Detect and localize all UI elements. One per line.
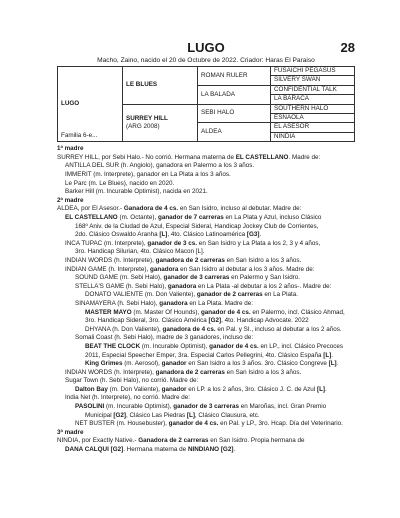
text-line: 3ro. Handicap Sideral, 3ro. Clásico América [G2], 4to. Handicap Advocate. 2022 bbox=[85, 317, 309, 325]
text-line: INCA TUPAC (m. Interprete), ganador de 3 cs. en San Isidro y La Plata a los 2, 3 y 4 años, bbox=[65, 239, 321, 247]
lot-number: 28 bbox=[340, 40, 355, 55]
section-heading: 2ª madre bbox=[57, 196, 84, 204]
pedigree-sss: FUSAICHI PEGASUS bbox=[271, 67, 355, 76]
pedigree-dam: SURREY HILL bbox=[126, 114, 168, 122]
pedigree-sd: LA BALADA bbox=[198, 85, 271, 104]
pedigree-ssd: SILVERY SWAN bbox=[271, 76, 355, 85]
text-line: INDIAN WORDS (h. Interprete), ganadora de 2 carreras en San Isidro a los 3 años. bbox=[65, 368, 302, 376]
section-heading: 1ª madre bbox=[57, 145, 84, 153]
horse-description: Macho, Zaino, nacido el 20 de Octubre de 2022. Criador: Haras El Paraiso bbox=[97, 57, 315, 64]
pedigree-dsd: ESNAOLA bbox=[271, 114, 355, 123]
pedigree-horse-cell bbox=[58, 67, 123, 142]
text-line: EL CASTELLANO (m. Octante), ganador de 7 carreras en La Plata y Azul, incluso Clásico bbox=[65, 214, 322, 221]
pedigree-sds: CONFIDENTIAL TALK bbox=[271, 85, 355, 94]
text-line: King Grimes (m. Aerosol), ganador en San Isidro a los 3 años. 3ro. Clásico Congreve [L]. bbox=[85, 360, 339, 368]
pedigree-ddd: NINDIA bbox=[271, 132, 355, 141]
text-line: SINAMAYERA (h. Sebi Halo), ganadora en La Plata. Madre de: bbox=[75, 299, 254, 307]
text-line: SURREY HILL, por Sebi Halo.- No corrió. Hermana materna de EL CASTELLANO. Madre de: bbox=[57, 153, 321, 161]
text-line: ANTILLA DEL SUR (h. Angiolo), ganadora en Palermo a los 3 años. bbox=[65, 162, 255, 170]
text-line: Le Parc (m. Le Blues), nacido en 2020. bbox=[65, 179, 175, 187]
text-line: STELLA'S GAME (h. Sebi Halo), ganadora en La Plata -al debutar a los 2 años-. Madre de: bbox=[75, 282, 332, 290]
text-line: Barker Hill (m. Incurable Optimist), nacida en 2021. bbox=[65, 188, 208, 196]
text-line: 168º Aniv. de la Ciudad de Azul, Especial Sideral, Handicap Jockey Club de Corrientes, bbox=[75, 222, 319, 230]
produce-record bbox=[57, 145, 355, 454]
text-line: Somali Coast (h. Sebi Halo), madre de 3 ganadores, incluso de: bbox=[75, 334, 254, 342]
section-heading: 3ª madre bbox=[57, 428, 84, 436]
pedigree-horse: LUGO bbox=[61, 99, 80, 107]
text-line: NET BUSTER (m. Housebuster), ganador de 4 cs. en Pal. y LP., 3ro. Hcap. Día del Veterinario. bbox=[75, 420, 343, 428]
pedigree-dam-year: (ARG 2008) bbox=[126, 122, 160, 130]
pedigree-dd: ALDEA bbox=[198, 123, 271, 142]
text-line: 2011, Especial Speecher Emper, 3ra. Especial Carlos Pellegrini, 4to. Clásico España [L]. bbox=[85, 351, 334, 359]
text-line: DONATO VALIENTE (m. Don Valiente), ganador de 2 carreras en La Plata. bbox=[85, 291, 299, 299]
horse-name: LUGO bbox=[187, 40, 225, 55]
text-line: INDIAN GAME (h. Interprete), ganadora en San Isidro al debutar a los 3 años. Madre de: bbox=[65, 265, 315, 273]
text-line: Dalton Bay (m. Don Valiente), ganador en LP. a los 2 años, 3ro. Clásico J. C. de Azul [L]. bbox=[75, 385, 327, 393]
text-line: BEAT THE CLOCK (m. Incurable Optimist), ganador de 4 cs. en LP., incl. Clásico Precoces bbox=[85, 342, 344, 350]
text-line: SOUND GAME (m. Sebi Halo), ganador de 3 carreras en Palermo y San Isidro. bbox=[75, 274, 301, 282]
text-line: ALDEA, por El Asesor.- Ganadora de 4 cs. en San Isidro, incluso al debutar. Madre de: bbox=[57, 205, 302, 213]
pedigree-dss: SOUTHERN HALO bbox=[271, 104, 355, 113]
pedigree-dds: EL ASESOR bbox=[271, 123, 355, 132]
pedigree-table bbox=[57, 66, 355, 142]
pedigree-sdd: LA BARACA bbox=[271, 95, 355, 104]
text-line: Municipal [G2], Clásico Las Piedras [L], Clásico Clausura, etc. bbox=[85, 411, 260, 419]
lot-header bbox=[57, 40, 355, 56]
text-line: NINDIA, por Exactly Native.- Ganadora de 2 carreras en San Isidro. Propia hermana de bbox=[57, 437, 305, 445]
text-line: INDIAN WORDS (h. Interprete), ganadora de 2 carreras en San Isidro a los 3 años. bbox=[65, 256, 302, 264]
pedigree-sire: LE BLUES bbox=[123, 67, 198, 105]
pedigree-ds: SEBI HALO bbox=[198, 104, 271, 123]
text-line: 2do. Clásico Oswaldo Aranha [L], 4to. Clásico Latinoamérica [G3]. bbox=[75, 231, 262, 239]
family-label: Familia 6-e... bbox=[61, 131, 98, 139]
text-line: MASTER MAYO (m. Master Of Hounds), ganador de 4 cs. en Palermo, incl. Clásico Ahmad, bbox=[85, 308, 345, 316]
text-line: Sugar Town (h. Sebi Halo), no corrió. Madre de: bbox=[65, 377, 199, 385]
text-line: PASOLINI (m. Incurable Optimist), ganador de 3 carreras en Maroñas, incl. Gran Premio bbox=[75, 403, 327, 411]
pedigree-ss: ROMAN RULER bbox=[198, 67, 271, 86]
text-line: 3ro. Handicap Silurian, 4to. Clásico Macon [L]. bbox=[75, 248, 205, 256]
text-line: DANA CALQUI [G2]. Hermana materna de NINDIANO [G2]. bbox=[65, 446, 236, 454]
text-line: India Net (h. Interprete), no corrió. Madre de: bbox=[65, 394, 190, 402]
pedigree-dam-cell bbox=[123, 104, 198, 142]
catalog-page bbox=[57, 40, 355, 455]
text-line: IMMERIT (m. Interprete), ganador en La Plata a los 3 años. bbox=[65, 171, 231, 179]
text-line: DHYANA (h. Don Valiente), ganadora de 4 cs. en Pal. y SI., incluso al debutar a los 2 años. bbox=[85, 325, 342, 333]
